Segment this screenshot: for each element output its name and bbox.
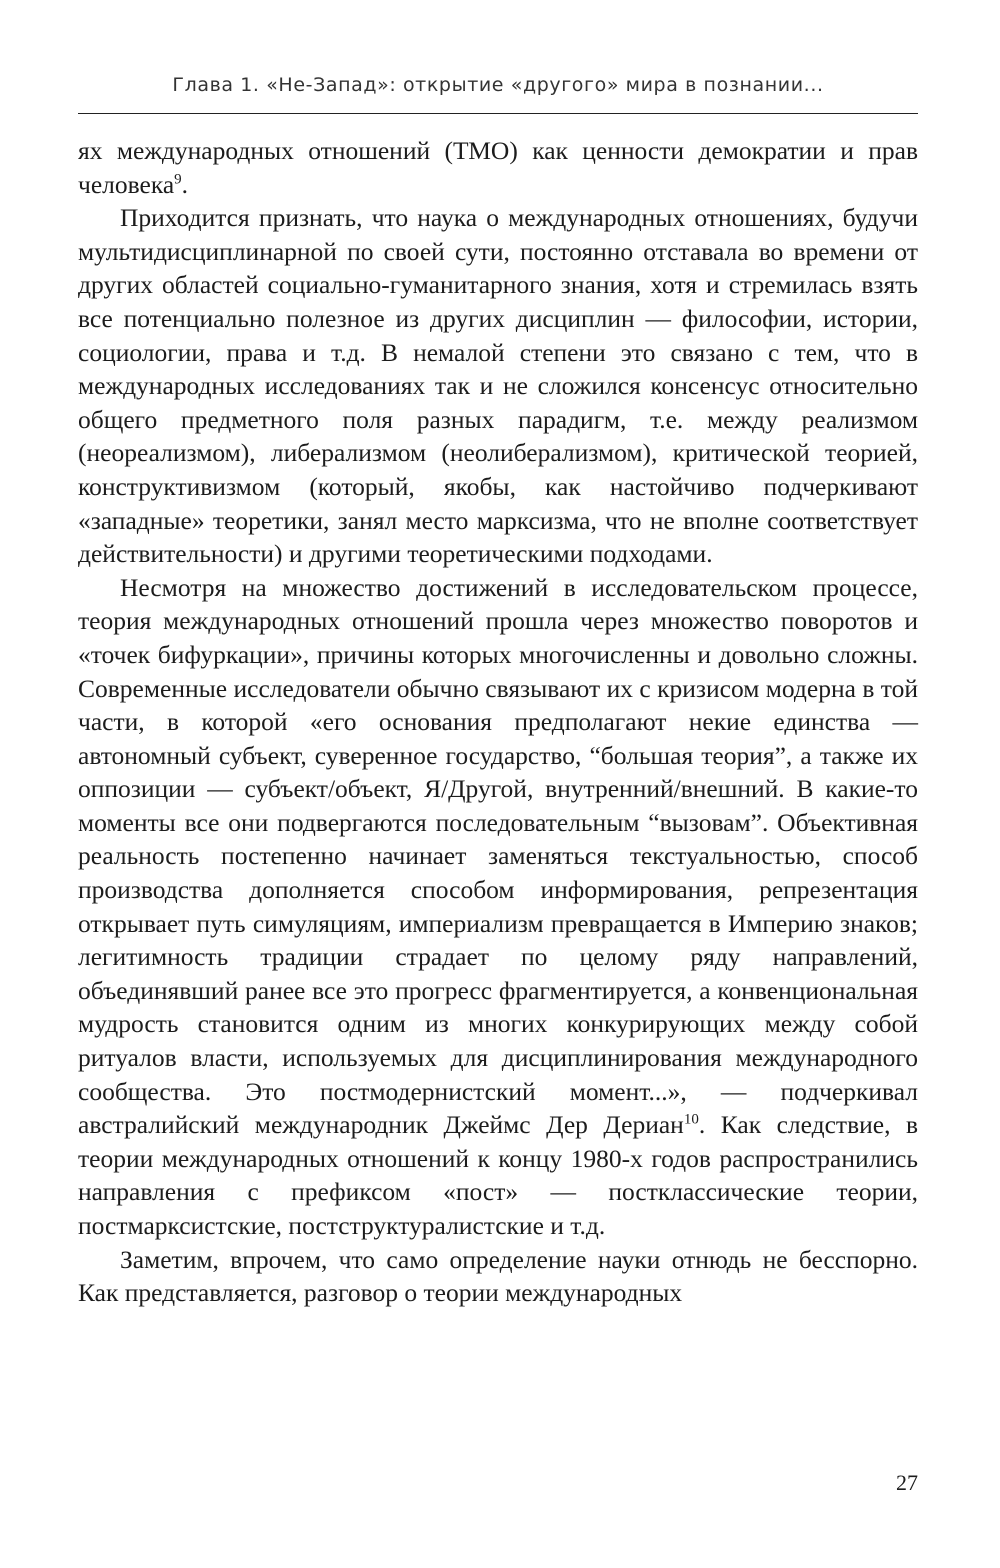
paragraph-tail: . Как следствие, в теории международных отношений к концу 1980-х годов распространились направления с префиксом «пост» — постклассические теории, постмарксистские, постструктуралистские и т.д. (78, 1110, 919, 1240)
paragraph: Заметим, впрочем, что само определение науки отнюдь не бесспорно. Как представляется, разговор о теории международных (78, 1244, 918, 1308)
paragraph-continuation (78, 134, 918, 201)
footnote-ref[interactable]: 9 (174, 171, 182, 188)
paragraph (78, 571, 918, 1243)
page-number: 27 (896, 1470, 918, 1495)
body-text (78, 134, 918, 1310)
running-header: Глава 1. «Не-Запад»: открытие «другого» мира в познании... (172, 74, 824, 96)
paragraph: Приходится признать, что наука о международных отношениях, будучи мультидисциплинарной по своей сути, постоянно отставала во времени от других областей социально-гуманитарного знания, хотя и стремилась взять все потенциально полезное из других дисциплин — философии, истории, социологии, права и т.д. В немалой степени это связано с тем, что в международных исследованиях так и не сложился консенсус относительно общего предметного поля разных парадигм, т.е. между реализмом (неореализмом), либерализмом (неолиберализмом), критической теорией, конструктивизмом (который, якобы, как настойчиво подчеркивают «западные» теоретики, занял место марксизма, что не вполне соответствует действительности) и другими теоретическими подходами. (78, 203, 918, 569)
paragraph-text: Несмотря на множество достижений в исследовательском процессе, теория международных отношений прошла через множество поворотов и «точек бифуркации», причины которых многочисленны и довольно сложны. Современные исследователи обычно связывают их с кризисом модерна в той части, в которой «его основания предполагают некие единства — автономный субъект, суверенное государство, “большая теория”, а также их оппозиции — субъект/объект, Я/Другой, внутренний/внешний. В какие-то моменты все они подвергаются последовательным “вызовам”. Объективная реальность постепенно начинает заменяться текстуальностью, способ производства дополняется способом информирования, репрезентация открывает путь симуляциям, империализм превращается в Империю знаков; легитимность традиции страдает по целому ряду направлений, объединявший ранее все это прогресс фрагментируется, а конвенциональная мудрость становится одним из многих конкурирующих между собой ритуалов власти, используемых для дисциплинирования международного сообщества. Это постмодернистский момент...», — подчеркивал австралийский международник Джеймс Дер Дериан (78, 572, 918, 1140)
header-rule (78, 113, 918, 114)
book-page (78, 0, 918, 1568)
paragraph-tail: . (181, 169, 189, 199)
paragraph-text: ях международных отношений (ТМО) как ценности демократии и прав человека (78, 136, 918, 199)
footnote-ref[interactable]: 10 (683, 1111, 699, 1128)
